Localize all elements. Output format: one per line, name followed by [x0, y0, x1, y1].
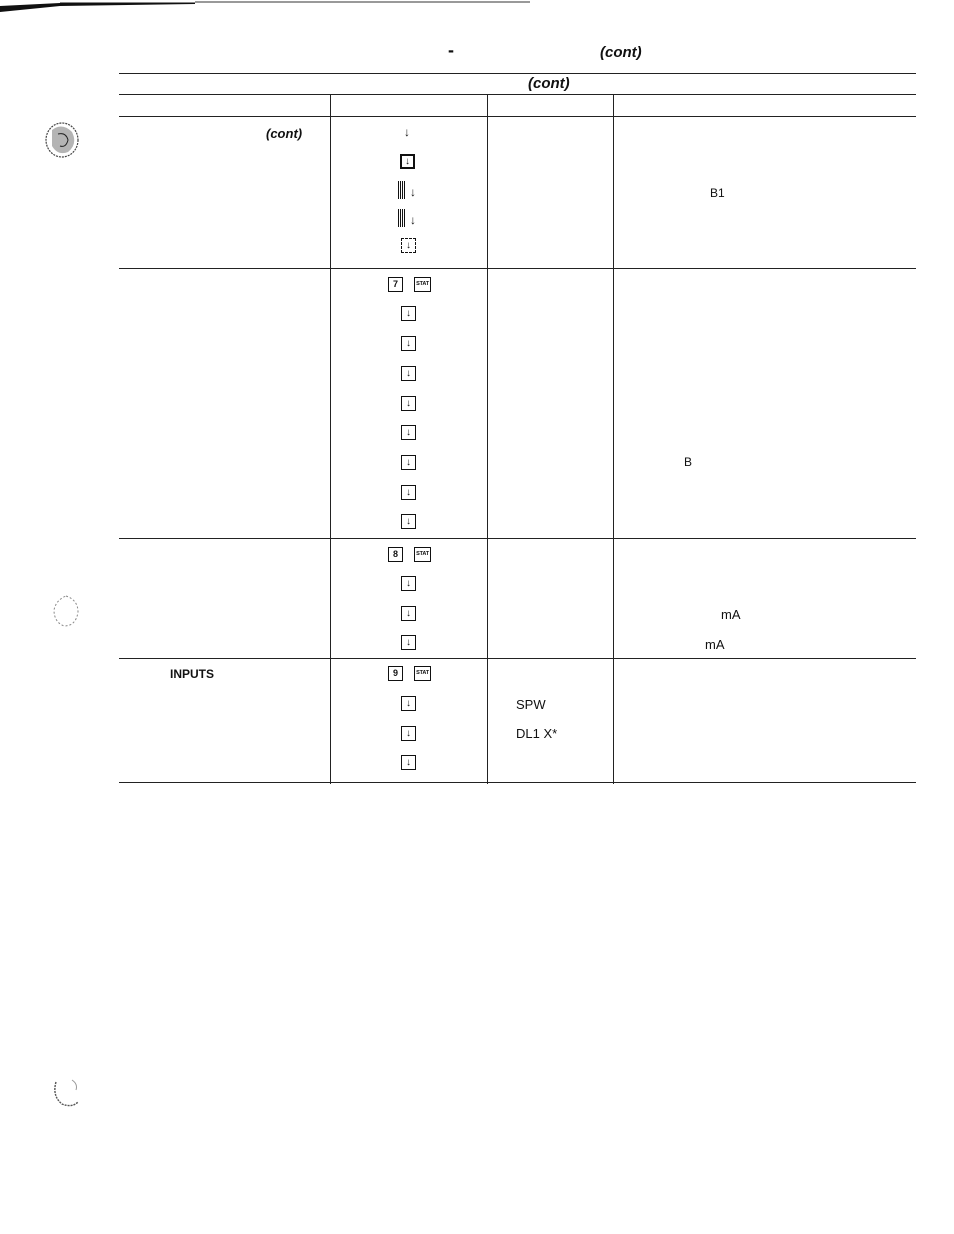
table-bottom-rule — [119, 782, 916, 783]
down-arrow-icon: ↓ — [410, 213, 416, 227]
row2-remark: B — [684, 455, 693, 469]
key-stat-label: STAT — [416, 669, 429, 676]
row1-label-cont: (cont) — [266, 126, 303, 141]
down-arrow-icon: ↓ — [406, 337, 411, 349]
down-arrow-key[interactable] — [400, 154, 415, 169]
down-arrow-key[interactable] — [401, 366, 416, 381]
down-arrow-key[interactable] — [401, 336, 416, 351]
down-arrow-icon: ↓ — [410, 185, 416, 199]
down-arrow-icon: ↓ — [406, 367, 411, 379]
down-arrow-icon: ↓ — [406, 239, 411, 251]
down-arrow-key[interactable] — [401, 514, 416, 529]
down-arrow-icon: ↓ — [406, 636, 411, 648]
down-arrow-key[interactable] — [401, 606, 416, 621]
table-top-rule — [119, 73, 916, 74]
row-separator-2 — [119, 538, 916, 539]
binder-hole-icon — [48, 592, 84, 632]
key-7[interactable] — [388, 277, 403, 292]
column-header-top — [119, 94, 916, 95]
row3-remark-2: mA — [705, 637, 725, 652]
key-8-label: 8 — [392, 549, 398, 559]
row4-display-2: DL1 X* — [516, 726, 558, 741]
down-arrow-key[interactable] — [401, 726, 416, 741]
down-arrow-icon: ↓ — [406, 307, 411, 319]
down-arrow-icon: ↓ — [406, 456, 411, 468]
down-arrow-key[interactable] — [401, 696, 416, 711]
down-arrow-key[interactable] — [401, 455, 416, 470]
down-arrow-icon: ↓ — [406, 697, 411, 709]
column-divider-1 — [330, 94, 331, 784]
down-arrow-key[interactable] — [401, 306, 416, 321]
header-dash: - — [448, 40, 454, 60]
row4-display-1: SPW — [516, 697, 546, 712]
down-arrow-icon: ↓ — [406, 397, 411, 409]
column-divider-2 — [487, 94, 488, 784]
down-arrow-key[interactable] — [401, 576, 416, 591]
down-arrow-key[interactable] — [401, 396, 416, 411]
down-arrow-key[interactable] — [401, 485, 416, 500]
row1-remark: B1 — [710, 186, 725, 200]
smudged-key-icon — [398, 209, 406, 227]
table-caption-cont: (cont) — [528, 75, 570, 92]
column-divider-3 — [613, 94, 614, 784]
down-arrow-icon: ↓ — [404, 125, 410, 139]
key-stat[interactable] — [414, 547, 431, 562]
down-arrow-icon: ↓ — [406, 727, 411, 739]
down-arrow-icon: ↓ — [406, 756, 411, 768]
key-9[interactable] — [388, 666, 403, 681]
row-separator-3 — [119, 658, 916, 659]
down-arrow-key[interactable] — [401, 755, 416, 770]
down-arrow-icon: ↓ — [406, 426, 411, 438]
down-arrow-key[interactable] — [401, 635, 416, 650]
down-arrow-key[interactable] — [401, 425, 416, 440]
key-9-label: 9 — [392, 668, 398, 678]
down-arrow-icon: ↓ — [406, 486, 411, 498]
header-cont: (cont) — [600, 44, 642, 61]
key-stat[interactable] — [414, 277, 431, 292]
binder-hole-icon — [40, 118, 86, 162]
row-separator-1 — [119, 268, 916, 269]
header-rule — [0, 0, 954, 14]
down-arrow-icon: ↓ — [406, 515, 411, 527]
key-stat[interactable] — [414, 666, 431, 681]
down-arrow-key[interactable] — [401, 238, 416, 253]
key-8[interactable] — [388, 547, 403, 562]
down-arrow-icon: ↓ — [406, 607, 411, 619]
down-arrow-icon: ↓ — [405, 155, 410, 167]
key-stat-label: STAT — [416, 280, 429, 287]
key-7-label: 7 — [392, 279, 398, 289]
column-header-bottom — [119, 116, 916, 117]
row4-label-inputs: INPUTS — [170, 667, 215, 681]
row3-remark-1: mA — [721, 607, 741, 622]
key-stat-label: STAT — [416, 550, 429, 557]
down-arrow-icon: ↓ — [406, 577, 411, 589]
binder-hole-icon — [48, 1076, 84, 1112]
smudged-key-icon — [398, 181, 406, 199]
